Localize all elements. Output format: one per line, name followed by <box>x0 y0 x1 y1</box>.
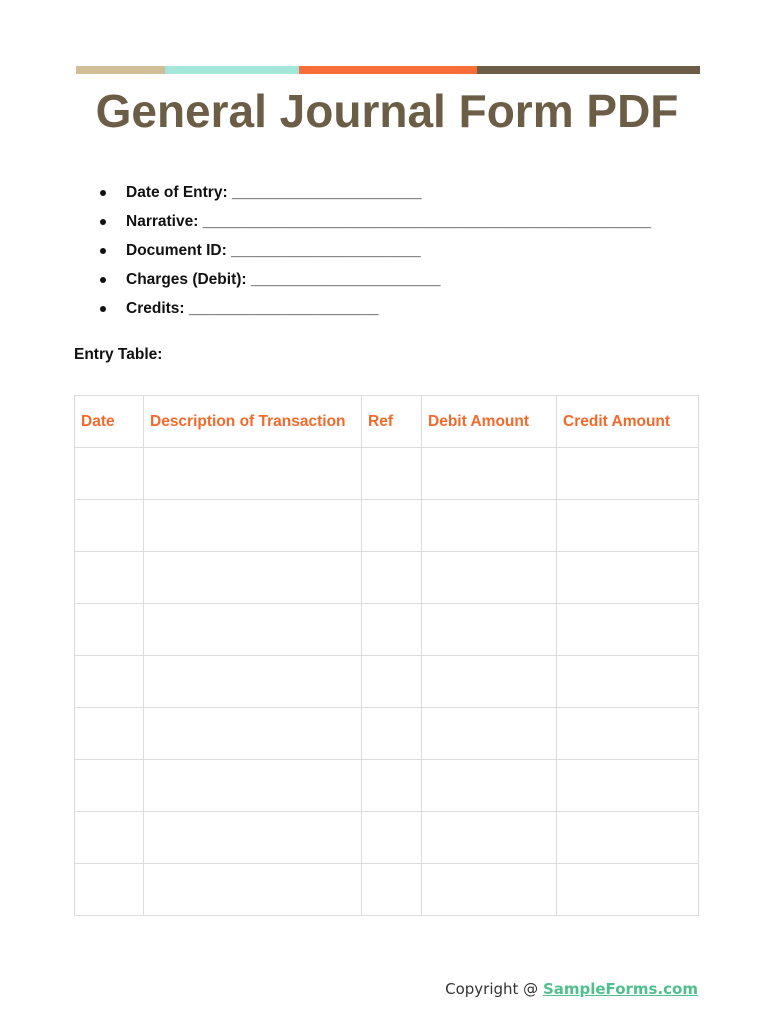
decorative-color-bar <box>76 66 700 74</box>
bullet-icon <box>100 306 106 312</box>
table-cell[interactable] <box>144 552 362 604</box>
table-cell[interactable] <box>75 812 144 864</box>
form-field <box>96 236 651 265</box>
table-cell[interactable] <box>75 448 144 500</box>
table-cell[interactable] <box>362 812 422 864</box>
table-cell[interactable] <box>557 656 699 708</box>
table-cell[interactable] <box>422 500 557 552</box>
table-row <box>75 708 699 760</box>
table-cell[interactable] <box>75 656 144 708</box>
table-cell[interactable] <box>362 500 422 552</box>
column-header: Ref <box>362 396 422 448</box>
table-cell[interactable] <box>75 500 144 552</box>
table-cell[interactable] <box>557 760 699 812</box>
table-cell[interactable] <box>557 500 699 552</box>
table-cell[interactable] <box>557 448 699 500</box>
table-cell[interactable] <box>362 708 422 760</box>
table-cell[interactable] <box>144 864 362 916</box>
table-row <box>75 604 699 656</box>
form-field <box>96 207 651 236</box>
table-cell[interactable] <box>144 604 362 656</box>
table-row <box>75 760 699 812</box>
table-cell[interactable] <box>362 448 422 500</box>
bullet-icon <box>100 248 106 254</box>
color-bar-segment-tan <box>76 66 165 74</box>
table-row <box>75 812 699 864</box>
table-cell[interactable] <box>75 760 144 812</box>
sampleforms-link[interactable]: SampleForms.com <box>542 980 698 998</box>
bullet-icon <box>100 277 106 283</box>
table-cell[interactable] <box>75 552 144 604</box>
table-cell[interactable] <box>422 708 557 760</box>
table-cell[interactable] <box>557 708 699 760</box>
field-label: Narrative: <box>126 212 199 230</box>
table-cell[interactable] <box>422 552 557 604</box>
table-cell[interactable] <box>75 864 144 916</box>
form-field <box>96 178 651 207</box>
table-cell[interactable] <box>422 656 557 708</box>
table-cell[interactable] <box>422 864 557 916</box>
table-cell[interactable] <box>362 604 422 656</box>
table-cell[interactable] <box>75 708 144 760</box>
form-fields-list <box>96 178 651 323</box>
column-header: Credit Amount <box>557 396 699 448</box>
table-cell[interactable] <box>422 448 557 500</box>
table-cell[interactable] <box>144 656 362 708</box>
table-row <box>75 448 699 500</box>
table-cell[interactable] <box>144 448 362 500</box>
field-blank-line[interactable]: ______________________ <box>250 270 441 288</box>
table-cell[interactable] <box>422 604 557 656</box>
table-cell[interactable] <box>75 604 144 656</box>
table-cell[interactable] <box>362 552 422 604</box>
table-row <box>75 656 699 708</box>
table-cell[interactable] <box>422 812 557 864</box>
color-bar-segment-orange <box>299 66 477 74</box>
table-cell[interactable] <box>144 812 362 864</box>
table-row <box>75 552 699 604</box>
column-header: Description of Transaction <box>144 396 362 448</box>
table-row <box>75 864 699 916</box>
column-header: Debit Amount <box>422 396 557 448</box>
entry-table-label: Entry Table: <box>74 346 163 363</box>
bullet-icon <box>100 190 106 196</box>
table-cell[interactable] <box>362 656 422 708</box>
color-bar-segment-teal <box>165 66 299 74</box>
field-blank-line[interactable]: ______________________ <box>231 241 421 259</box>
table-cell[interactable] <box>557 552 699 604</box>
table-cell[interactable] <box>362 760 422 812</box>
table-cell[interactable] <box>144 500 362 552</box>
form-field <box>96 265 651 294</box>
table-cell[interactable] <box>422 760 557 812</box>
table-cell[interactable] <box>362 864 422 916</box>
copyright-text: Copyright @ <box>445 980 543 998</box>
table-cell[interactable] <box>557 864 699 916</box>
field-blank-line[interactable]: ______________________ <box>188 299 379 317</box>
table-cell[interactable] <box>144 708 362 760</box>
page-title: General Journal Form PDF <box>95 85 679 137</box>
form-field <box>96 294 651 323</box>
bullet-icon <box>100 219 106 225</box>
field-blank-line[interactable]: ____________________________________________________ <box>202 212 651 230</box>
footer-copyright <box>445 980 698 998</box>
table-cell[interactable] <box>144 760 362 812</box>
field-label: Credits: <box>126 299 185 317</box>
field-label: Charges (Debit): <box>126 270 247 288</box>
table-cell[interactable] <box>557 812 699 864</box>
table-row <box>75 500 699 552</box>
field-label: Date of Entry: <box>126 183 228 201</box>
field-blank-line[interactable]: ______________________ <box>231 183 422 201</box>
entry-table <box>74 395 699 916</box>
field-label: Document ID: <box>126 241 227 259</box>
color-bar-segment-brown <box>477 66 700 74</box>
column-header: Date <box>75 396 144 448</box>
table-cell[interactable] <box>557 604 699 656</box>
table-header-row <box>75 396 699 448</box>
